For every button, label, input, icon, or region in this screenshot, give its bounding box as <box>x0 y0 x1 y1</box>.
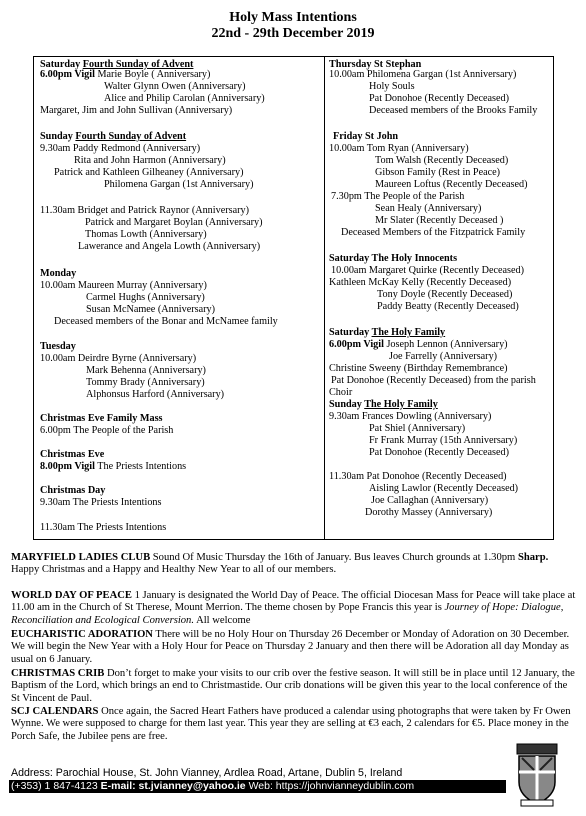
text-run: Carmel Hughs (Anniversary) <box>86 292 205 303</box>
text-run: 6.00pm The People of the Parish <box>40 425 174 436</box>
text-run: Sharp. <box>517 552 549 563</box>
intention-line <box>40 425 173 437</box>
footer-email[interactable]: E-mail: st.jvianney@yahoo.ie <box>97 780 246 792</box>
text-run: The Holy Family <box>364 399 438 410</box>
text-run: 10.00am Maureen Murray (Anniversary) <box>40 280 207 291</box>
text-run: Tony Doyle (Recently Deceased) <box>377 289 513 300</box>
parish-crest-icon <box>512 742 562 808</box>
intention-line <box>375 203 481 215</box>
text-run: Rita and John Harmon (Anniversary) <box>74 155 226 166</box>
page-title: Holy Mass Intentions <box>229 10 357 25</box>
intention-line <box>40 205 249 217</box>
intention-line <box>54 167 244 179</box>
text-run: WORLD DAY OF PEACE <box>11 590 132 601</box>
intention-line <box>375 215 503 227</box>
intention-line <box>40 461 186 473</box>
text-run: Tuesday <box>40 341 76 352</box>
text-run: 10.00am Deirdre Byrne (Anniversary) <box>40 353 197 364</box>
text-run: Pat Shiel (Anniversary) <box>369 423 466 434</box>
text-run: Patrick and Margaret Boylan (Anniversary) <box>85 217 263 228</box>
intention-line <box>40 131 186 143</box>
text-run: Fourth Sunday of Advent <box>82 59 194 70</box>
intention-line <box>40 341 76 353</box>
text-run: Joseph Lennon (Anniversary) <box>383 339 508 350</box>
intention-line <box>86 365 206 377</box>
text-run: Tom Walsh (Recently Deceased) <box>375 155 509 166</box>
footer-address: Address: Parochial House, St. John Vianney, Ardlea Road, Artane, Dublin 5, Ireland <box>11 767 403 779</box>
intention-line <box>371 495 488 507</box>
text-run: Sound Of Music Thursday the 16th of January. Bus leaves Church grounds at 1.30pm <box>150 552 518 563</box>
intention-line <box>331 375 536 387</box>
intention-line <box>341 227 525 239</box>
intention-line <box>369 447 509 459</box>
column-divider <box>324 56 325 540</box>
text-run: SCJ CALENDARS <box>11 706 99 717</box>
text-run: Alphonsus Harford (Anniversary) <box>86 389 225 400</box>
text-run: Deceased Members of the Fitzpatrick Family <box>341 227 526 238</box>
intention-line <box>377 301 519 313</box>
notice-paragraph <box>11 668 577 705</box>
text-run: Once again, the Sacred Heart Fathers have produced a calendar using photographs that were taken by Fr Owen Wynne. We were supposed to charge for them last year. This year they are selling at €3 each, 2 calendars for €5. Place money in the Porch Safe, the Jubilee pens are free. <box>11 706 571 742</box>
text-run: The Holy Family <box>371 327 446 338</box>
intention-line <box>40 105 232 117</box>
intention-line <box>78 241 260 253</box>
text-run: 9.30am Frances Dowling (Anniversary) <box>329 411 492 422</box>
text-run: Fourth Sunday of Advent <box>75 131 187 142</box>
intention-line <box>40 143 200 155</box>
intention-line <box>86 389 224 401</box>
intention-line <box>329 253 457 265</box>
intention-line <box>369 435 517 447</box>
text-run: Deceased members of the Brooks Family <box>369 105 538 116</box>
intention-line <box>86 304 215 316</box>
intention-line <box>40 413 163 425</box>
text-run: Maureen Loftus (Recently Deceased) <box>375 179 528 190</box>
text-run: Pat Donohoe (Recently Deceased) <box>369 447 510 458</box>
text-run: 11.30am The Priests Intentions <box>40 522 167 533</box>
intention-line <box>375 179 527 191</box>
text-run: 11.30am Pat Donohoe (Recently Deceased) <box>329 471 507 482</box>
text-run: Christmas Day <box>40 485 106 496</box>
intention-line <box>375 167 500 179</box>
text-run: Alice and Philip Carolan (Anniversary) <box>104 93 265 104</box>
text-run: Dorothy Massey (Anniversary) <box>365 507 493 518</box>
text-run: Margaret, Jim and John Sullivan (Anniversary) <box>40 105 233 116</box>
text-run: Fr Frank Murray (15th Anniversary) <box>369 435 518 446</box>
text-run: Saturday <box>40 59 81 70</box>
text-run: Happy Christmas and a Happy and Healthy New Year to all of our members. <box>11 564 337 576</box>
text-run: 6.00pm Vigil <box>40 69 95 80</box>
footer-phone: (+353) 1 847-4123 <box>11 780 98 792</box>
text-run: CHRISTMAS CRIB <box>11 668 105 679</box>
text-run: MARYFIELD LADIES CLUB <box>11 552 151 563</box>
text-run: Saturday <box>329 327 372 338</box>
intention-line <box>369 423 465 435</box>
intention-line <box>40 485 105 497</box>
text-run: Lawerance and Angela Lowth (Anniversary) <box>78 241 261 252</box>
text-run: Aisling Lawlor (Recently Deceased) <box>369 483 519 494</box>
text-run: 1 January is designated the World Day of Peace. The official Diocesan Mass for Peace will take place at 11.00 am in the Church of St Therese, Mount Merrion. The theme chosen by Pope Francis this year is <box>11 590 576 614</box>
text-run: Holy Souls <box>369 81 415 92</box>
text-run: Mr Slater (Recently Deceased ) <box>375 215 504 226</box>
text-run: 11.30am Bridget and Patrick Raynor (Anniversary) <box>40 205 249 216</box>
text-run: 10.00am Margaret Quirke (Recently Deceased) <box>331 265 525 276</box>
intention-line <box>331 265 524 277</box>
intention-line <box>104 179 253 191</box>
text-run: Mark Behenna (Anniversary) <box>86 365 206 376</box>
intention-line <box>85 229 207 241</box>
notice-paragraph <box>11 590 577 627</box>
text-run: Joe Callaghan (Anniversary) <box>371 495 489 506</box>
date-range: 22nd - 29th December 2019 <box>211 26 375 41</box>
footer-web[interactable]: Web: https://johnvianneydublin.com <box>245 780 415 792</box>
intention-line <box>104 93 265 105</box>
text-run: 10.00am Tom Ryan (Anniversary) <box>329 143 469 154</box>
text-run: Marie Boyle ( Anniversary) <box>94 69 211 80</box>
intention-line <box>375 155 508 167</box>
intention-line <box>329 363 508 375</box>
notice-paragraph <box>11 552 577 577</box>
intention-line <box>329 399 438 411</box>
intention-line <box>389 351 497 363</box>
intention-line <box>329 277 511 289</box>
text-run: Deceased members of the Bonar and McNamee family <box>54 316 278 327</box>
intention-line <box>329 387 352 399</box>
text-run: Don’t forget to make your visits to our crib over the festive season. It will still be in place until 12 January, the Baptism of the Lord, which brings an end to Christmastide. Our crib donations will be given this year to the local conference of the St Vincent de Paul. <box>11 668 575 704</box>
intention-line <box>329 143 469 155</box>
text-run: Joe Farrelly (Anniversary) <box>389 351 498 362</box>
text-run: Christine Sweeny (Birthday Remembrance) <box>329 363 508 374</box>
intention-line <box>329 471 507 483</box>
notice-paragraph <box>11 706 577 743</box>
intention-line <box>40 268 76 280</box>
text-run: There will be no Holy Hour on Thursday 26 December or Monday of Adoration on 30 December. We will begin the New Year with a Holy Hour for Peace on Thursday 2 January and then there will be Adoration all day Monday as usual on 6 January. <box>11 629 570 665</box>
intention-line <box>333 131 398 143</box>
intention-line <box>365 507 492 519</box>
text-run: Choir <box>329 387 353 398</box>
text-run: Thomas Lowth (Anniversary) <box>85 229 207 240</box>
text-run: Sunday <box>329 399 365 410</box>
text-run: Tommy Brady (Anniversary) <box>86 377 205 388</box>
intention-line <box>85 217 262 229</box>
text-run: Philomena Gargan (1st Anniversary) <box>104 179 254 190</box>
intention-line <box>369 105 537 117</box>
text-run: Kathleen McKay Kelly (Recently Deceased) <box>329 277 512 288</box>
text-run: Christmas Eve Family Mass <box>40 413 163 424</box>
intention-line <box>329 411 491 423</box>
text-run: 7.30pm The People of the Parish <box>331 191 465 202</box>
text-run: Thursday St Stephan <box>329 59 422 70</box>
intention-line <box>40 449 104 461</box>
intention-line <box>331 191 464 203</box>
notice-paragraph <box>11 629 577 666</box>
text-run: Gibson Family (Rest in Peace) <box>375 167 501 178</box>
intention-line <box>369 81 415 93</box>
footer-contact-bar <box>9 780 506 793</box>
text-run: 8.00pm Vigil <box>40 461 95 472</box>
text-run: Pat Donohoe (Recently Deceased) <box>369 93 510 104</box>
text-run: Journey of Hope: Dialogue, Reconciliation and Ecological Conversion. <box>11 602 564 626</box>
text-run: Patrick and Kathleen Gilheaney (Anniversary) <box>54 167 244 178</box>
intention-line <box>329 327 445 339</box>
intention-line <box>369 93 509 105</box>
text-run: The Priests Intentions <box>94 461 187 472</box>
text-run: 6.00pm Vigil <box>329 339 384 350</box>
intention-line <box>54 316 278 328</box>
intention-line <box>40 69 210 81</box>
intention-line <box>40 497 161 509</box>
intention-line <box>40 522 166 534</box>
text-run: 9.30am The Priests Intentions <box>40 497 162 508</box>
text-run: Saturday The Holy Innocents <box>329 253 458 264</box>
text-run: All welcome <box>194 614 251 626</box>
text-run: Sean Healy (Anniversary) <box>375 203 482 214</box>
text-run: Walter Glynn Owen (Anniversary) <box>104 81 246 92</box>
intention-line <box>40 280 207 292</box>
text-run: 9.30am Paddy Redmond (Anniversary) <box>40 143 201 154</box>
intention-line <box>40 353 196 365</box>
intention-line <box>86 292 205 304</box>
text-run: 10.00am Philomena Gargan (1st Anniversary) <box>329 69 517 80</box>
intention-line <box>74 155 226 167</box>
intention-line <box>104 81 245 93</box>
intention-line <box>377 289 512 301</box>
intention-line <box>329 69 516 81</box>
intention-line <box>369 483 518 495</box>
intention-line <box>329 339 508 351</box>
intention-line <box>86 377 205 389</box>
text-run: EUCHARISTIC ADORATION <box>11 629 153 640</box>
text-run: Friday St John <box>333 131 399 142</box>
text-run: Monday <box>40 268 77 279</box>
text-run: Sunday <box>40 131 73 142</box>
text-run: Paddy Beatty (Recently Deceased) <box>377 301 519 312</box>
text-run: Susan McNamee (Anniversary) <box>86 304 216 315</box>
text-run: Christmas Eve <box>40 449 105 460</box>
text-run: Pat Donohoe (Recently Deceased) from the parish <box>331 375 536 386</box>
